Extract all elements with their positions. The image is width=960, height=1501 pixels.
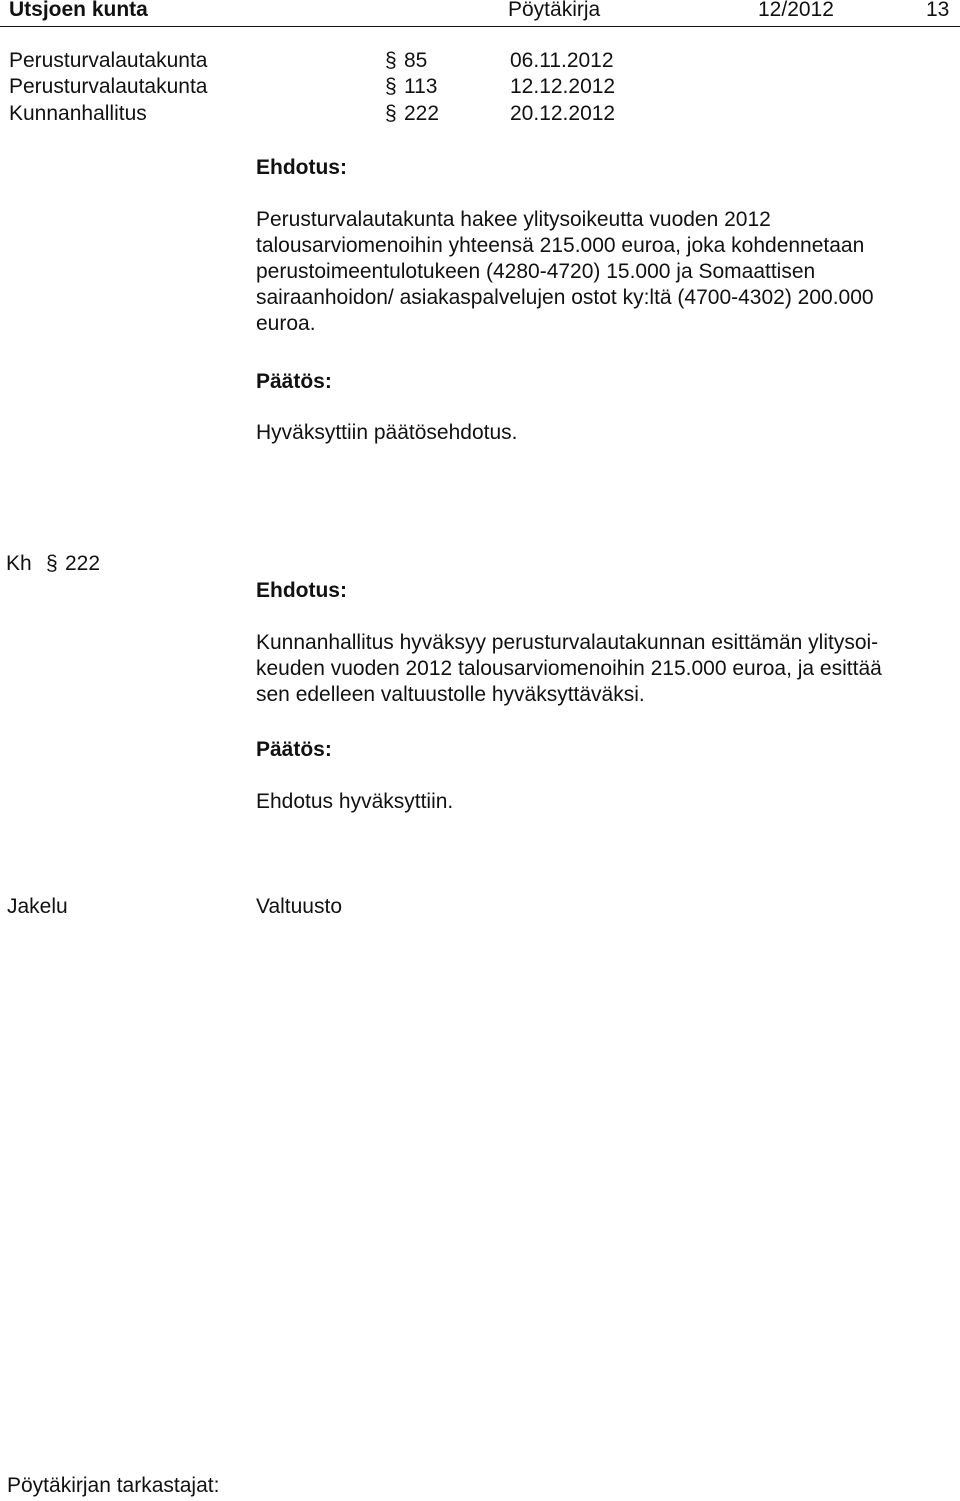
section-sign-icon: § [385, 75, 397, 98]
section-number: 222 [65, 552, 101, 575]
reviewers-label: Pöytäkirjan tarkastajat: [7, 1474, 220, 1497]
municipality-name: Utsjoen kunta [9, 0, 148, 21]
history-body: Perusturvalautakunta [9, 75, 208, 98]
proposal-heading: Ehdotus: [256, 156, 347, 179]
history-date: 12.12.2012 [510, 75, 616, 98]
decision-text: Hyväksyttiin päätösehdotus. [256, 421, 518, 444]
page-number: 13 [926, 0, 950, 21]
history-body: Kunnanhallitus [9, 102, 147, 125]
section-body-abbr: Kh [6, 552, 32, 575]
decision-heading: Päätös: [256, 370, 332, 393]
proposal-text [256, 630, 956, 708]
proposal-line: Kunnanhallitus hyväksyy perusturvalautakunnan esittämän ylitysoi- [256, 631, 879, 654]
distribution-value: Valtuusto [256, 895, 342, 918]
proposal-heading: Ehdotus: [256, 579, 347, 602]
section-sign-icon: § [385, 49, 397, 72]
history-number: 85 [404, 49, 428, 72]
proposal-text [256, 207, 956, 337]
history-number: 113 [404, 75, 438, 98]
history-date: 06.11.2012 [510, 49, 614, 72]
proposal-line: sen edelleen valtuustolle hyväksyttäväksi. [256, 683, 645, 706]
document-type: Pöytäkirja [508, 0, 601, 21]
proposal-line: keuden vuoden 2012 talousarviomenoihin 215.000 euroa, ja esittää [256, 657, 882, 680]
section-sign-icon: § [46, 552, 58, 575]
proposal-line: sairaanhoidon/ asiakaspalvelujen ostot ky:ltä (4700-4302) 200.000 [256, 286, 874, 309]
proposal-line: Perusturvalautakunta hakee ylitysoikeutta vuoden 2012 [256, 208, 771, 231]
history-number: 222 [404, 102, 440, 125]
proposal-line: talousarviomenoihin yhteensä 215.000 euroa, joka kohdennetaan [256, 234, 865, 257]
section-sign-icon: § [385, 102, 397, 125]
page-header [0, 0, 960, 27]
history-body: Perusturvalautakunta [9, 49, 208, 72]
proposal-line: perustoimeentulotukeen (4280-4720) 15.000 ja Somaattisen [256, 260, 816, 283]
decision-text: Ehdotus hyväksyttiin. [256, 790, 454, 813]
decision-heading: Päätös: [256, 738, 332, 761]
distribution-label: Jakelu [7, 895, 68, 918]
proposal-line: euroa. [256, 312, 316, 335]
history-date: 20.12.2012 [510, 102, 616, 125]
issue-number: 12/2012 [758, 0, 834, 21]
